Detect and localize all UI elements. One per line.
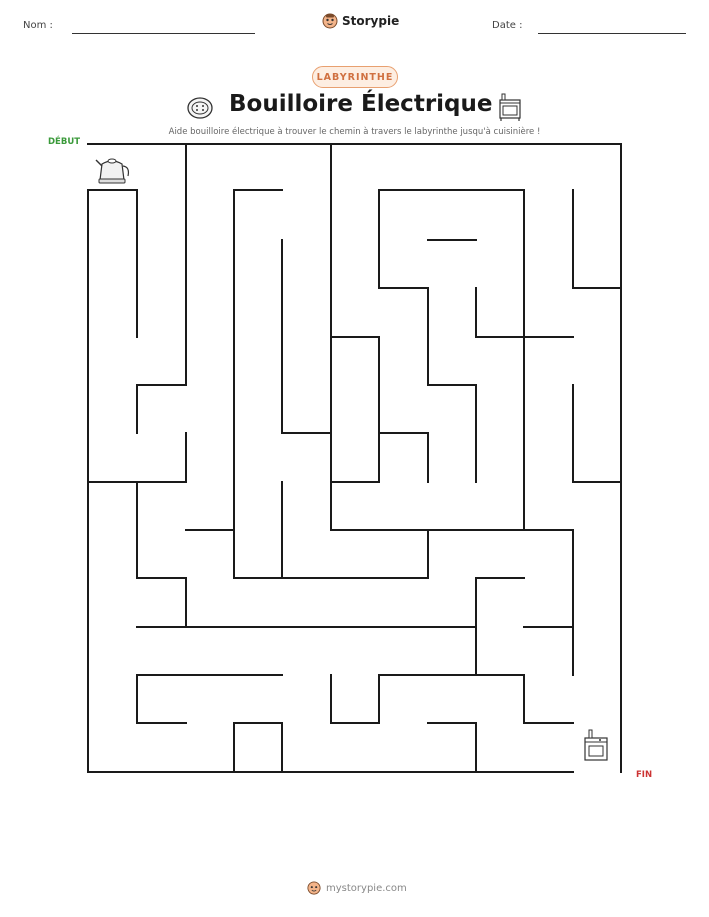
footer [307,881,407,895]
brand-name: Storypie [342,14,400,28]
name-label: Nom : [23,20,53,31]
instructions: Aide bouilloire électrique à trouver le chemin à travers le labyrinthe jusqu'à cuisinière ! [168,127,541,137]
end-label: FIN [636,770,653,780]
page-title: Bouilloire Électrique [229,91,493,117]
storypie-footer-icon [307,881,321,895]
start-label: DÉBUT [48,137,81,147]
maze-walls [88,144,621,772]
date-label: Date : [492,20,523,31]
stove-icon [585,730,607,760]
kettle-icon [96,159,128,183]
footer-site: mystorypie.com [326,882,407,894]
category-badge: LABYRINTHE [312,66,398,88]
